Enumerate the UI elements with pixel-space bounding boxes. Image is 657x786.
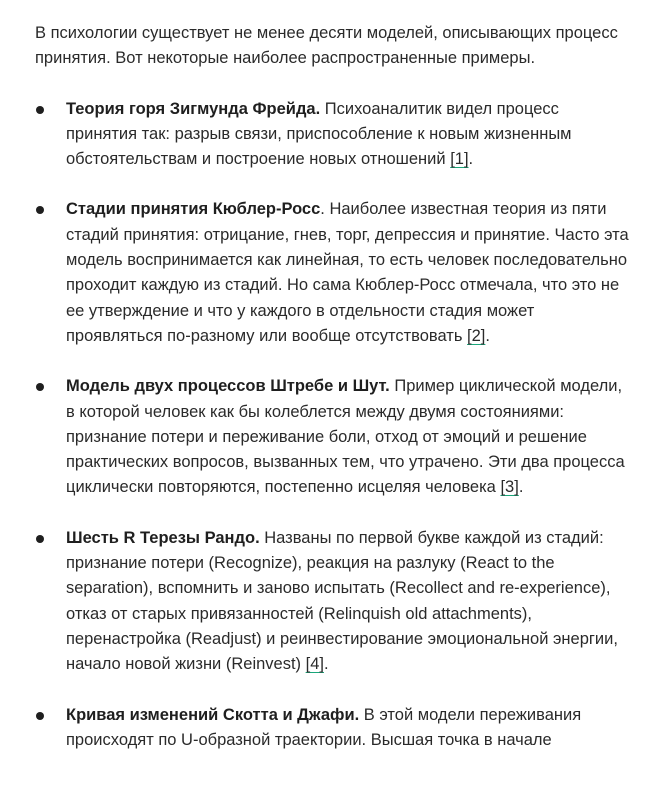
item-text: В этой модели переживания происходят по U-образной траектории. Высшая точка в начале — [66, 705, 582, 749]
list-item — [35, 703, 633, 754]
list-item — [35, 197, 633, 349]
bullet-icon — [36, 206, 44, 214]
item-title: Модель двух процессов Штребе и Шут. — [66, 377, 390, 396]
item-end: . — [323, 655, 329, 674]
reference-link[interactable]: [1] — [450, 150, 469, 169]
bullet-icon — [36, 535, 44, 543]
reference-link[interactable]: [3] — [500, 478, 519, 497]
item-title: Стадии принятия Кюблер-Росс — [66, 200, 321, 219]
intro-paragraph: В психологии существует не менее десяти моделей, описывающих процесс принятия. Вот некоторые наиболее распространенные примеры. — [35, 24, 618, 68]
list-item — [35, 374, 633, 500]
reference-link[interactable]: [2] — [467, 326, 486, 345]
item-text: . Наиболее известная теория из пяти стадий принятия: отрицание, гнев, торг, депрессия и принятие. Часто эта модель воспринимается как линейная, то есть человек последовательно проходит каждую из стадий. Но сама Кюблер-Росс отмечала, что это не ее утверждение и что у каждого в отдельности стадия может проявляться по-разному или вообще отсутствовать — [66, 200, 629, 345]
bullet-icon — [36, 712, 44, 720]
bullet-icon — [36, 106, 44, 114]
reference-link[interactable]: [4] — [305, 655, 324, 674]
item-end: . — [518, 478, 524, 497]
models-list — [35, 97, 633, 754]
item-end: . — [468, 150, 474, 169]
list-item — [35, 97, 633, 173]
bullet-icon — [36, 383, 44, 391]
item-title: Шесть R Терезы Рандо. — [66, 528, 260, 547]
item-text: Пример циклической модели, в которой человек как бы колеблется между двумя состояниями: признание потери и переживание боли, отход от эмоций и решение практических вопросов, вызванных тем, что утрачено. Эти два процесса циклически повторяются, постепенно исцеляя человека — [66, 377, 625, 497]
item-text: Психоаналитик видел процесс принятия так: разрыв связи, приспособление к новым жизненным обстоятельствам и построение новых отношений — [66, 99, 572, 169]
item-end: . — [485, 326, 490, 345]
item-text: Названы по первой букве каждой из стадий: признание потери (Recognize), реакция на разлуку (React to the separation), вспомнить и заново испытать (Recollect and re-experience), отказ от старых привязанностей (Relinquish old attachments), перенастройка (Readjust) и реинвестирование эмоциональной энергии, начало новой жизни (Reinvest) — [66, 528, 618, 674]
item-title: Теория горя Зигмунда Фрейда. — [66, 99, 321, 118]
item-title: Кривая изменений Скотта и Джафи. — [66, 705, 360, 724]
list-item — [35, 526, 633, 678]
